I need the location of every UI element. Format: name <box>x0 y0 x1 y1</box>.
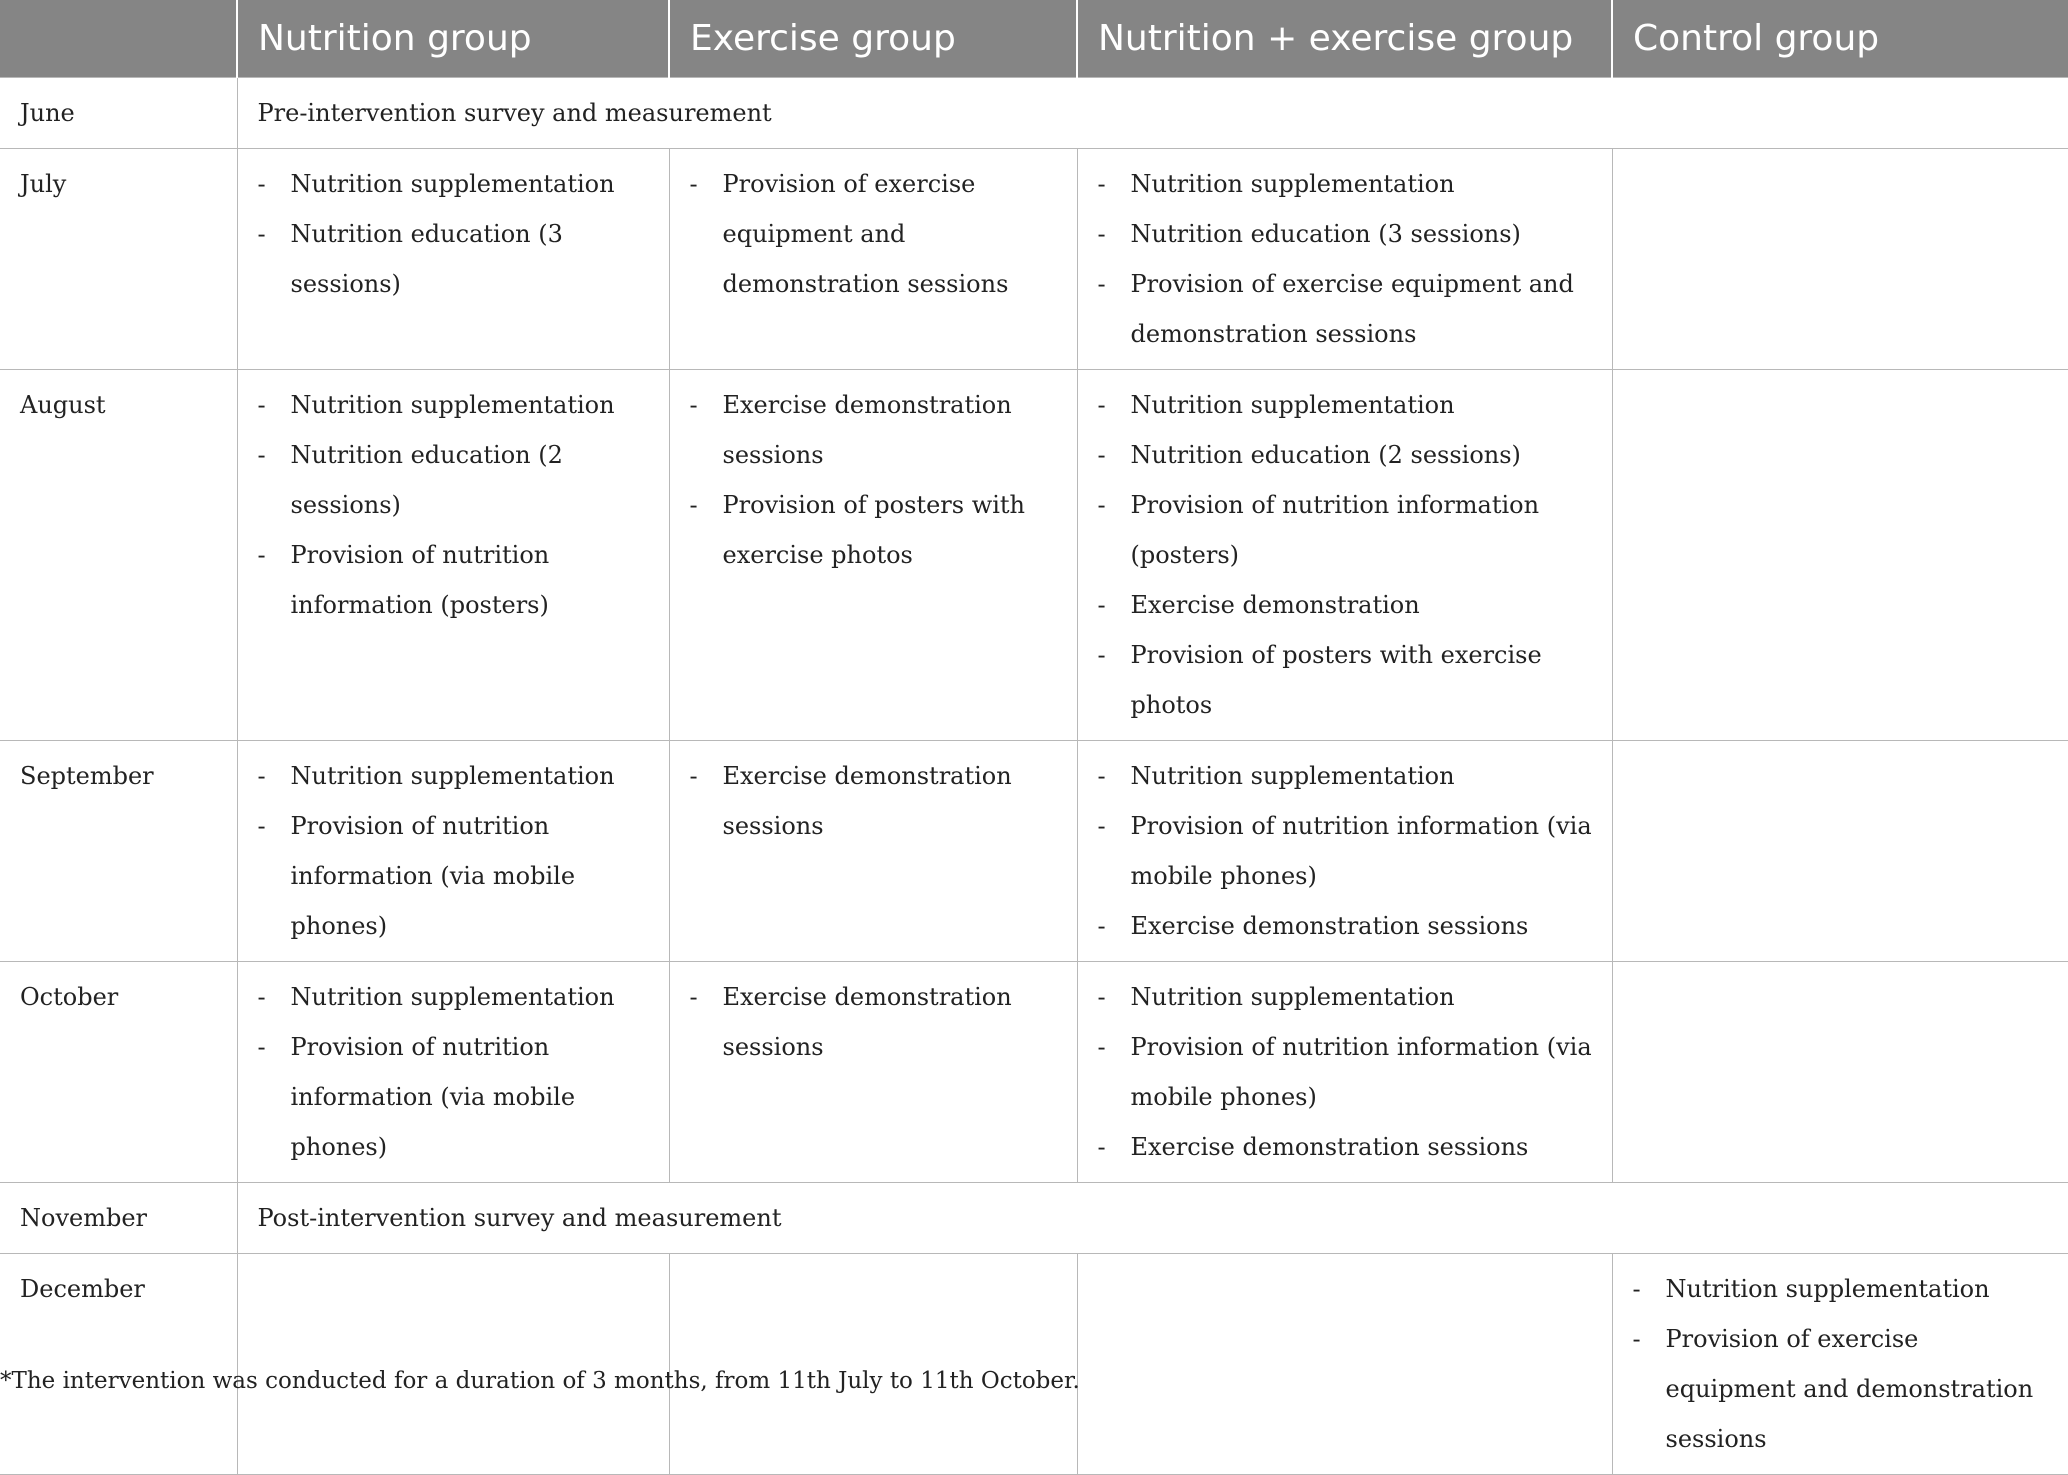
activity-list <box>258 159 655 309</box>
table-row <box>0 370 2068 741</box>
list-item: - Exercise demonstration <box>1098 580 1598 630</box>
activity-cell-nutrition-exercise <box>1077 1254 1612 1475</box>
footnote: *The intervention was conducted for a duration of 3 months, from 11th July to 11th October. <box>0 1368 1080 1394</box>
activity-cell-control <box>1612 962 2068 1183</box>
list-item: - Nutrition education (3 sessions) <box>1098 209 1598 259</box>
list-item: - Provision of posters with exercise photos <box>1098 630 1598 730</box>
list-item: - Nutrition supplementation <box>258 972 655 1022</box>
list-item: - Exercise demonstration sessions <box>690 751 1063 851</box>
list-item: - Provision of posters with exercise photos <box>690 480 1063 580</box>
activity-cell-nutrition <box>237 962 669 1183</box>
list-item: - Nutrition education (2 sessions) <box>1098 430 1598 480</box>
list-item: - Nutrition supplementation <box>1098 159 1598 209</box>
activity-cell-nutrition <box>237 1254 669 1475</box>
activity-cell-nutrition-exercise <box>1077 370 1612 741</box>
activity-list <box>690 380 1063 580</box>
table-header-row <box>0 0 2068 78</box>
activity-list <box>258 380 655 630</box>
list-item: - Provision of nutrition information (via mobile phones) <box>258 1022 655 1172</box>
activity-list <box>1098 159 1598 359</box>
activity-cell-exercise <box>669 962 1077 1183</box>
list-item: - Nutrition education (3 sessions) <box>258 209 655 309</box>
table-row <box>0 78 2068 149</box>
list-item: - Nutrition education (2 sessions) <box>258 430 655 530</box>
table-row <box>0 149 2068 370</box>
activity-cell-exercise <box>669 149 1077 370</box>
list-item: - Nutrition supplementation <box>258 159 655 209</box>
activity-cell-exercise <box>669 1254 1077 1475</box>
list-item: - Provision of nutrition information (posters) <box>1098 480 1598 580</box>
activity-cell-control <box>1612 370 2068 741</box>
activity-list <box>690 751 1063 851</box>
activity-list <box>1098 751 1598 951</box>
list-item: - Nutrition supplementation <box>1098 972 1598 1022</box>
list-item: - Provision of nutrition information (posters) <box>258 530 655 630</box>
list-item: - Provision of exercise equipment and demonstration sessions <box>1633 1314 2055 1464</box>
month-cell: June <box>0 78 237 149</box>
header-nutrition-exercise-group: Nutrition + exercise group <box>1077 0 1612 78</box>
span-cell: Pre-intervention survey and measurement <box>237 78 2068 149</box>
list-item: - Nutrition supplementation <box>1633 1264 2055 1314</box>
month-cell: December <box>0 1254 237 1475</box>
activity-cell-control <box>1612 149 2068 370</box>
list-item: - Nutrition supplementation <box>1098 380 1598 430</box>
table-row <box>0 1183 2068 1254</box>
list-item: - Provision of nutrition information (via mobile phones) <box>258 801 655 951</box>
header-exercise-group: Exercise group <box>669 0 1077 78</box>
activity-cell-nutrition-exercise <box>1077 741 1612 962</box>
list-item: - Exercise demonstration sessions <box>690 380 1063 480</box>
month-cell: October <box>0 962 237 1183</box>
list-item: - Nutrition supplementation <box>1098 751 1598 801</box>
activity-list <box>1098 972 1598 1172</box>
list-item: - Provision of nutrition information (via mobile phones) <box>1098 1022 1598 1122</box>
month-cell: September <box>0 741 237 962</box>
table-body <box>0 78 2068 1475</box>
month-cell: July <box>0 149 237 370</box>
list-item: - Nutrition supplementation <box>258 380 655 430</box>
activity-cell-control <box>1612 1254 2068 1475</box>
activity-cell-nutrition <box>237 741 669 962</box>
activity-list <box>690 972 1063 1072</box>
list-item: - Provision of nutrition information (via mobile phones) <box>1098 801 1598 901</box>
activity-list <box>1098 380 1598 730</box>
activity-cell-control <box>1612 741 2068 962</box>
table-row <box>0 962 2068 1183</box>
header-control-group: Control group <box>1612 0 2068 78</box>
activity-list <box>258 751 655 951</box>
list-item: - Provision of exercise equipment and demonstration sessions <box>1098 259 1598 359</box>
activity-cell-exercise <box>669 370 1077 741</box>
header-month <box>0 0 237 78</box>
list-item: - Provision of exercise equipment and demonstration sessions <box>690 159 1063 309</box>
table-row <box>0 741 2068 962</box>
activity-cell-nutrition <box>237 149 669 370</box>
activity-cell-nutrition-exercise <box>1077 962 1612 1183</box>
activity-list <box>258 972 655 1172</box>
activity-cell-exercise <box>669 741 1077 962</box>
header-nutrition-group: Nutrition group <box>237 0 669 78</box>
activity-list <box>1633 1264 2055 1464</box>
list-item: - Exercise demonstration sessions <box>1098 1122 1598 1172</box>
span-cell: Post-intervention survey and measurement <box>237 1183 2068 1254</box>
month-cell: August <box>0 370 237 741</box>
list-item: - Nutrition supplementation <box>258 751 655 801</box>
activity-cell-nutrition-exercise <box>1077 149 1612 370</box>
list-item: - Exercise demonstration sessions <box>1098 901 1598 951</box>
list-item: - Exercise demonstration sessions <box>690 972 1063 1072</box>
table-row <box>0 1254 2068 1475</box>
activity-cell-nutrition <box>237 370 669 741</box>
activity-list <box>690 159 1063 309</box>
month-cell: November <box>0 1183 237 1254</box>
